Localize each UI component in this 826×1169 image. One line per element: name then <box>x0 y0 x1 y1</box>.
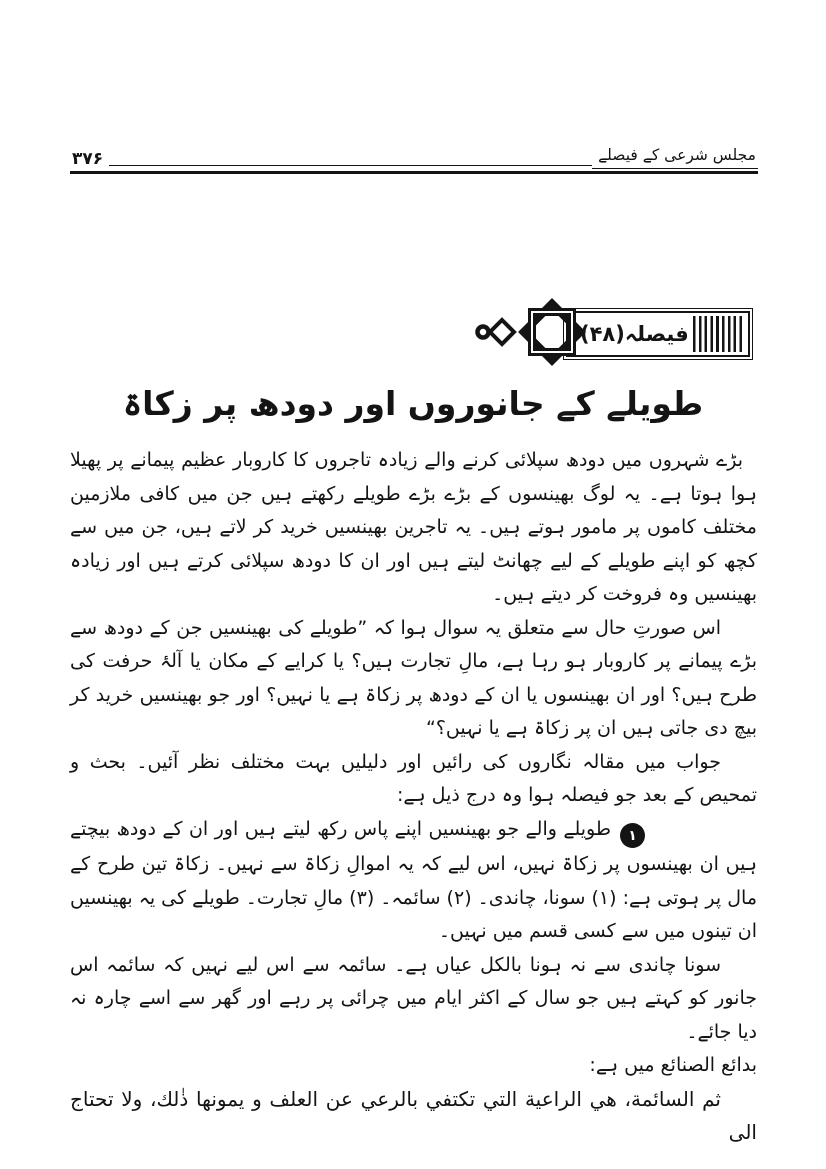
header-rule-thick <box>70 171 758 174</box>
decision-label: فیصلہ(۴۸) <box>580 321 689 346</box>
decision-item-1 <box>70 813 757 949</box>
saima-explanation-paragraph: سونا چاندی سے نہ ہونا بالکل عیاں ہے۔ سائمہ سے اس لیے نہیں کہ سائمہ اس جانور کو کہتے ہیں جو سال کے اکثر ایام میں چرائی پر رہے اور گھر سے اسے چارہ نہ دیا جائے۔ <box>70 953 757 1043</box>
stripes-ornament-icon <box>693 316 744 352</box>
chapter-title: طویلے کے جانوروں اور دودھ پر زکاۃ <box>122 384 704 423</box>
decision-band-zone <box>0 294 826 368</box>
body-text <box>70 444 757 1150</box>
running-book-title: مجلس شرعی کے فیصلے <box>592 146 758 169</box>
header-rule-thin <box>109 165 592 166</box>
page-number: ۳۷۶ <box>72 148 104 169</box>
eight-point-star-ornament-icon <box>468 294 594 368</box>
decision-item-1-text: طویلے والے جو بھینسیں اپنے پاس رکھ لیتے ہیں اور ان کے دودھ بیچتے ہیں ان بھینسوں پر زکاۃ نہیں، اس لیے کہ یہ اموالِ زکاۃ سے نہیں۔ زکاۃ تین طرح کے مال پر ہوتی ہے: (۱) سونا، چاندی۔ (۲) سائمہ۔ (۳) مالِ تجارت۔ طویلے کی یہ بھینسیں ان تینوں میں سے کسی قسم میں نہیں۔ <box>70 817 757 942</box>
question-paragraph: اس صورتِ حال سے متعلق یہ سوال ہوا کہ ”طویلے کی بھینسیں جن کے دودھ سے بڑے پیمانے پر کاروبار ہو رہا ہے، مالِ تجارت ہیں؟ یا کرایے کے مکان یا آلۂ حرفت کی طرح ہیں؟ اور ان بھینسوں یا ان کے دودھ پر زکاۃ ہے یا نہیں؟ اور جو بھینسیں خرید کر بیچ دی جاتی ہیں ان پر زکاۃ ہے یا نہیں؟“ <box>70 616 757 739</box>
answer-intro-paragraph: جواب میں مقالہ نگاروں کی رائیں اور دلیلیں بہت مختلف نظر آئیں۔ بحث و تمحیص کے بعد جو فیصلہ ہوا وہ درج ذیل ہے: <box>70 750 757 806</box>
source-reference-line: بدائع الصنائع میں ہے: <box>589 1054 757 1076</box>
page-header <box>70 146 758 174</box>
arabic-quote: ثم السائمة، هي الراعية التي تكتفي بالرعي عن العلف و يمونها ذٰلك، ولا تحتاج الى <box>70 1086 757 1144</box>
intro-paragraph: بڑے شہروں میں دودھ سپلائی کرنے والے زیادہ تاجروں کا کاروبار عظیم پیمانے پر پھیلا ہوا ہوتا ہے۔ یہ لوگ بھینسوں کے بڑے بڑے طویلے رکھتے ہیں جن میں کافی ملازمین مختلف کاموں پر مامور ہوتے ہیں۔ یہ تاجرین بھینسیں خرید کر لاتے ہیں، جن میں سے کچھ کو اپنے طویلے کے لیے چھانٹ لیتے ہیں اور ان کا دودھ سپلائی کرتے ہیں اور زیادہ بھینسیں وہ فروخت کر دیتے ہیں۔ <box>70 449 757 605</box>
item-1-number-badge: ۱ <box>620 823 645 848</box>
